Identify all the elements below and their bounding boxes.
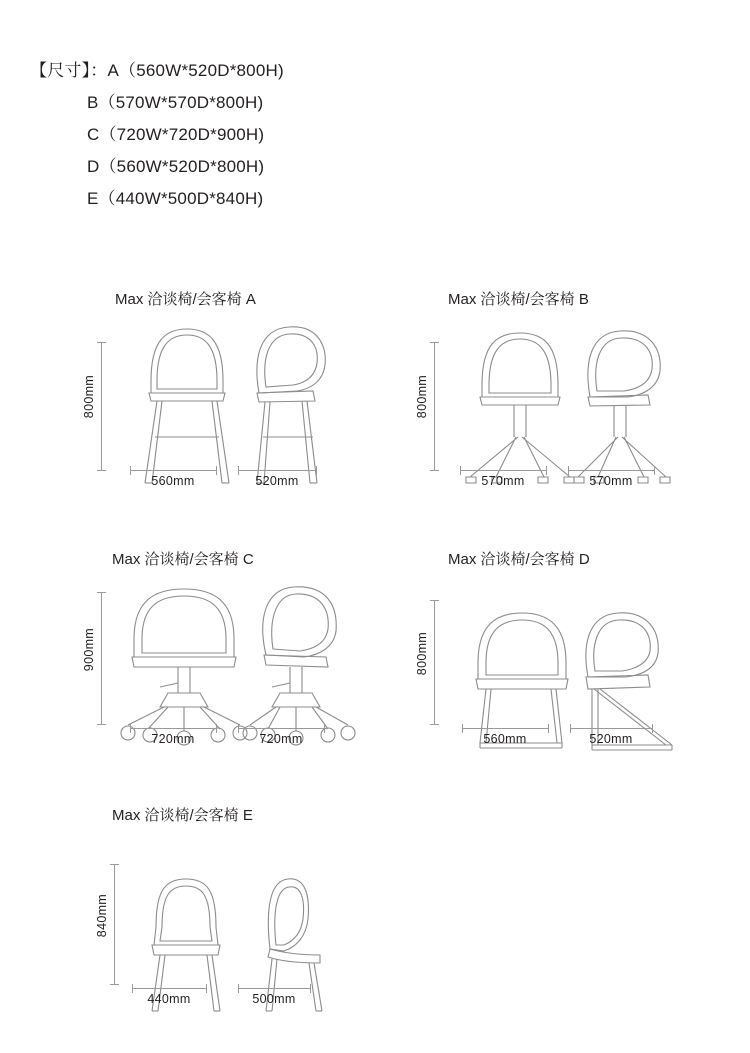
chair-d-height-value: 800mm [415, 632, 429, 676]
chair-c-front-width-value: 720mm [151, 732, 195, 746]
chair-b-side-width-value: 570mm [589, 474, 633, 488]
spec-value-a: A（560W*520D*800H) [107, 61, 284, 80]
chair-e-front-width-tick-right [206, 984, 207, 993]
chair-d-front-width-rule [462, 728, 548, 729]
chair-b-side-width-tick-right [654, 466, 655, 475]
chair-d-side-width-tick-right [652, 724, 653, 733]
spec-value-d: D（560W*520D*800H) [87, 157, 265, 176]
chair-a-front-width-rule [130, 470, 216, 471]
chair-a-height-rule [101, 342, 102, 470]
chair-c-front-width-rule [130, 728, 216, 729]
chair-e-side-width-rule [238, 988, 310, 989]
spec-value-e: E（440W*500D*840H) [87, 189, 264, 208]
chair-e-side-width-value: 500mm [252, 992, 296, 1006]
chair-d-front-width-tick-right [548, 724, 549, 733]
chair-a-front-width-tick-right [216, 466, 217, 475]
chair-b-front-width-tick-right [546, 466, 547, 475]
chair-e-height-value: 840mm [95, 894, 109, 938]
chair-d-side-width-rule [570, 728, 652, 729]
chair-c-height-tick-top [97, 592, 106, 593]
chair-c-height-tick-bottom [97, 724, 106, 725]
spec-label: 【尺寸】： [30, 61, 108, 80]
chair-group-a-title: Max 洽谈椅/会客椅 A [115, 291, 256, 308]
chair-b-height-tick-bottom [430, 470, 439, 471]
chair-e-height-tick-bottom [110, 984, 119, 985]
chair-c-front-view [116, 583, 252, 755]
chair-c-side-width-value: 720mm [259, 732, 303, 746]
chair-a-front-width-value: 560mm [151, 474, 195, 488]
chair-b-side-width-rule [568, 470, 654, 471]
chair-b-height-rule [434, 342, 435, 470]
chair-b-front-width-value: 570mm [481, 474, 525, 488]
spec-line-c [30, 119, 284, 151]
dimensions-spec-block [30, 55, 284, 215]
chair-c-height-rule [101, 592, 102, 724]
chair-b-height-value: 800mm [415, 375, 429, 419]
chair-a-height-value: 800mm [82, 375, 96, 419]
chair-e-front-width-value: 440mm [147, 992, 191, 1006]
spec-line-b [30, 87, 284, 119]
chair-c-side-width-rule [238, 728, 324, 729]
chair-b-side-view [568, 325, 680, 489]
chair-c-side-view [242, 583, 360, 755]
spec-line-e [30, 183, 284, 215]
chair-e-height-tick-top [110, 864, 119, 865]
chair-b-front-view [456, 325, 584, 489]
chair-d-front-width-value: 560mm [483, 732, 527, 746]
chair-a-side-width-tick-right [316, 466, 317, 475]
chair-a-front-view [123, 319, 251, 489]
chair-a-side-view [235, 319, 345, 489]
spec-value-b: B（570W*570D*800H) [87, 93, 264, 112]
chair-e-height-rule [114, 864, 115, 984]
chair-a-side-width-rule [238, 470, 316, 471]
chair-d-side-width-value: 520mm [589, 732, 633, 746]
chair-a-height-tick-bottom [97, 470, 106, 471]
chair-group-e-title: Max 洽谈椅/会客椅 E [112, 807, 253, 824]
chair-e-front-width-rule [132, 988, 206, 989]
chair-d-height-tick-top [430, 600, 439, 601]
chair-c-height-value: 900mm [82, 628, 96, 672]
spec-line-a [30, 55, 284, 87]
chair-e-side-width-tick-right [310, 984, 311, 993]
chair-group-d-title: Max 洽谈椅/会客椅 D [448, 551, 590, 568]
chair-a-height-tick-top [97, 342, 106, 343]
chair-b-height-tick-top [430, 342, 439, 343]
chair-a-side-width-value: 520mm [255, 474, 299, 488]
chair-c-side-width-tick-right [324, 724, 325, 733]
chair-group-c-title: Max 洽谈椅/会客椅 C [112, 551, 254, 568]
chair-group-b-title: Max 洽谈椅/会客椅 B [448, 291, 589, 308]
chair-c-front-width-tick-right [216, 724, 217, 733]
chair-d-height-rule [434, 600, 435, 724]
spec-value-c: C（720W*720D*900H) [87, 125, 265, 144]
chair-d-height-tick-bottom [430, 724, 439, 725]
chair-b-front-width-rule [460, 470, 546, 471]
spec-line-d [30, 151, 284, 183]
